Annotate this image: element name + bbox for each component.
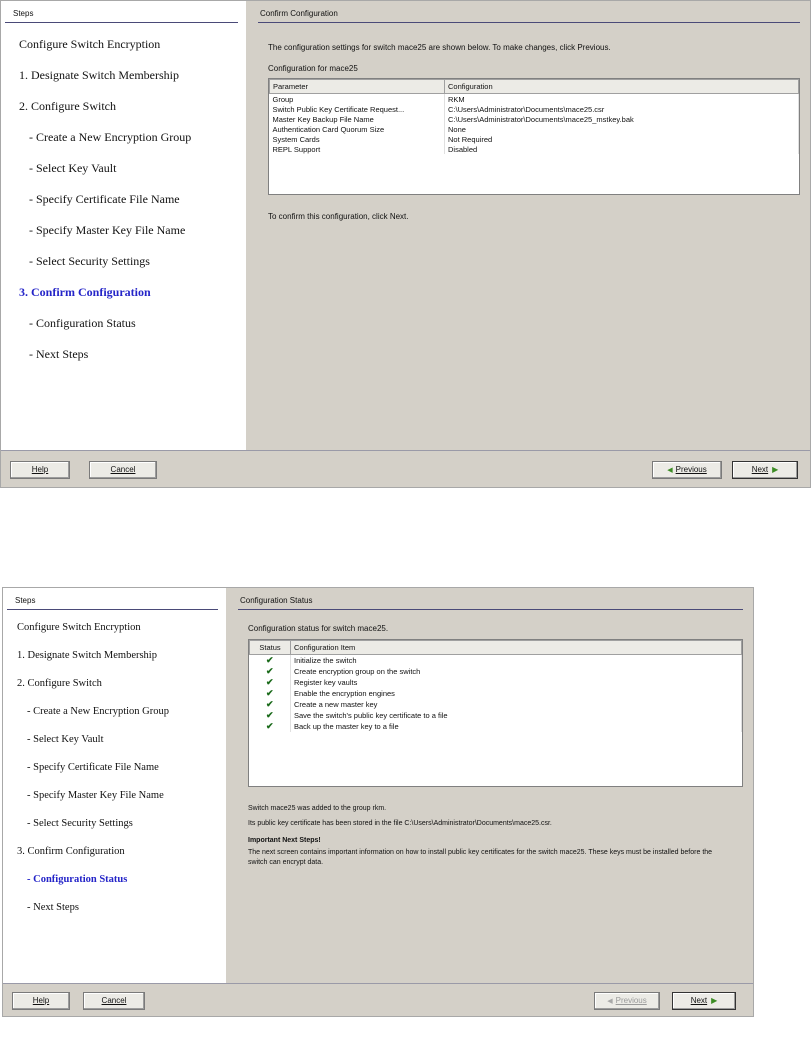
checkmark-icon: ✔: [250, 710, 291, 721]
table-row[interactable]: [250, 699, 742, 710]
status-table: [249, 640, 742, 732]
intro-text: The configuration settings for switch mace25 are shown below. To make changes, click Previous.: [268, 43, 611, 52]
step-confirm-configuration: 3. Confirm Configuration: [19, 285, 151, 299]
step-specify-certificate-file-name: - Specify Certificate File Name: [27, 762, 159, 773]
step-configure-switch: 2. Configure Switch: [19, 99, 116, 113]
steps-panel: [3, 588, 226, 984]
step-confirm-configuration: 3. Confirm Configuration: [17, 846, 125, 857]
step-select-security-settings: - Select Security Settings: [27, 818, 133, 829]
table-row[interactable]: [250, 655, 742, 667]
confirm-instruction: To confirm this configuration, click Next.: [268, 212, 409, 221]
cell-configuration-item: Create encryption group on the switch: [291, 666, 742, 677]
cell-configuration: Disabled: [445, 144, 799, 154]
step-list: [1, 29, 246, 370]
cell-parameter: System Cards: [270, 134, 445, 144]
configuration-status-wizard: [2, 587, 754, 1017]
step-next-steps: - Next Steps: [27, 902, 79, 913]
column-header-parameter[interactable]: Parameter: [270, 80, 445, 94]
cell-parameter: Group: [270, 94, 445, 105]
step-designate-switch-membership: 1. Designate Switch Membership: [17, 650, 157, 661]
next-button[interactable]: [672, 992, 736, 1010]
certificate-stored-note: Its public key certificate has been stored in the file C:\Users\Administrator\Documents\mace25.csr.: [248, 820, 552, 827]
cell-parameter: Authentication Card Quorum Size: [270, 124, 445, 134]
step-specify-master-key-file-name: - Specify Master Key File Name: [29, 223, 186, 237]
column-header-configuration-item[interactable]: Configuration Item: [291, 641, 742, 655]
step-list: [3, 614, 226, 922]
step-configuration-status: - Configuration Status: [29, 316, 136, 330]
content-panel: [228, 588, 753, 984]
cancel-button-label: Cancel: [110, 465, 136, 474]
content-panel: [248, 1, 810, 451]
cancel-button[interactable]: [89, 461, 157, 479]
previous-button-label: Previous: [675, 465, 707, 474]
arrow-left-icon: ◀: [607, 998, 613, 1005]
step-designate-switch-membership: 1. Designate Switch Membership: [19, 68, 179, 82]
arrow-left-icon: ◀: [667, 467, 673, 474]
table-row[interactable]: [250, 710, 742, 721]
button-bar: [1, 450, 810, 487]
help-button-label: Help: [32, 996, 50, 1005]
step-specify-certificate-file-name: - Specify Certificate File Name: [29, 192, 180, 206]
content-title: Confirm Configuration: [258, 9, 800, 23]
step-configuration-status: - Configuration Status: [27, 874, 128, 885]
table-row[interactable]: [270, 144, 799, 154]
previous-button-label: Previous: [615, 996, 647, 1005]
cell-configuration-item: Enable the encryption engines: [291, 688, 742, 699]
table-row[interactable]: [270, 94, 799, 105]
table-header-row: [250, 641, 742, 655]
step-select-key-vault: - Select Key Vault: [27, 734, 104, 745]
status-table-box[interactable]: [248, 639, 743, 787]
next-button[interactable]: [732, 461, 798, 479]
steps-title: Steps: [5, 9, 238, 23]
step-configure-switch-encryption: Configure Switch Encryption: [17, 622, 141, 633]
checkmark-icon: ✔: [250, 655, 291, 667]
button-bar: [3, 983, 753, 1016]
cell-parameter: Master Key Backup File Name: [270, 114, 445, 124]
cell-parameter: REPL Support: [270, 144, 445, 154]
cancel-button[interactable]: [83, 992, 145, 1010]
arrow-right-icon: ▶: [711, 996, 718, 1005]
table-row[interactable]: [270, 104, 799, 114]
cell-configuration-item: Back up the master key to a file: [291, 721, 742, 732]
steps-panel: [1, 1, 246, 451]
help-button[interactable]: [12, 992, 70, 1010]
previous-button[interactable]: [652, 461, 722, 479]
cell-configuration: C:\Users\Administrator\Documents\mace25_mstkey.bak: [445, 114, 799, 124]
cell-configuration: Not Required: [445, 134, 799, 144]
group-added-note: Switch mace25 was added to the group rkm.: [248, 805, 387, 812]
table-row[interactable]: [270, 124, 799, 134]
table-row[interactable]: [250, 666, 742, 677]
arrow-right-icon: ▶: [772, 465, 779, 474]
configuration-table-box[interactable]: [268, 78, 800, 195]
checkmark-icon: ✔: [250, 699, 291, 710]
cell-configuration: None: [445, 124, 799, 134]
previous-button[interactable]: [594, 992, 660, 1010]
column-header-status[interactable]: Status: [250, 641, 291, 655]
cell-parameter: Switch Public Key Certificate Request...: [270, 104, 445, 114]
step-create-encryption-group: - Create a New Encryption Group: [27, 706, 169, 717]
table-header-row: [270, 80, 799, 94]
step-select-security-settings: - Select Security Settings: [29, 254, 150, 268]
checkmark-icon: ✔: [250, 677, 291, 688]
next-button-label: Next: [751, 465, 769, 474]
cell-configuration-item: Initialize the switch: [291, 655, 742, 667]
step-configure-switch: 2. Configure Switch: [17, 678, 102, 689]
step-select-key-vault: - Select Key Vault: [29, 161, 117, 175]
steps-title: Steps: [7, 596, 218, 610]
checkmark-icon: ✔: [250, 666, 291, 677]
table-row[interactable]: [270, 114, 799, 124]
table-row[interactable]: [250, 677, 742, 688]
intro-text: Configuration status for switch mace25.: [248, 624, 389, 633]
checkmark-icon: ✔: [250, 688, 291, 699]
confirm-configuration-wizard: [0, 0, 811, 488]
column-header-configuration[interactable]: Configuration: [445, 80, 799, 94]
cell-configuration-item: Register key vaults: [291, 677, 742, 688]
configuration-table: [269, 79, 799, 154]
step-configure-switch-encryption: Configure Switch Encryption: [19, 37, 161, 51]
important-next-steps-text: The next screen contains important information on how to install public key certificates for the switch mace25. These keys must be installed before the switch can encrypt data.: [248, 849, 713, 866]
table-row[interactable]: [250, 688, 742, 699]
cell-configuration: C:\Users\Administrator\Documents\mace25.csr: [445, 104, 799, 114]
step-specify-master-key-file-name: - Specify Master Key File Name: [27, 790, 164, 801]
help-button-label: Help: [31, 465, 49, 474]
help-button[interactable]: [10, 461, 70, 479]
table-row[interactable]: [270, 134, 799, 144]
checkmark-icon: ✔: [250, 721, 291, 732]
content-title: Configuration Status: [238, 596, 743, 610]
cell-configuration-item: Save the switch's public key certificate to a file: [291, 710, 742, 721]
table-caption: Configuration for mace25: [268, 64, 358, 73]
next-button-label: Next: [690, 996, 708, 1005]
step-next-steps: - Next Steps: [29, 347, 89, 361]
cell-configuration: RKM: [445, 94, 799, 105]
important-next-steps-heading: Important Next Steps!: [248, 837, 321, 844]
cancel-button-label: Cancel: [101, 996, 127, 1005]
table-row[interactable]: [250, 721, 742, 732]
step-create-encryption-group: - Create a New Encryption Group: [29, 130, 192, 144]
cell-configuration-item: Create a new master key: [291, 699, 742, 710]
